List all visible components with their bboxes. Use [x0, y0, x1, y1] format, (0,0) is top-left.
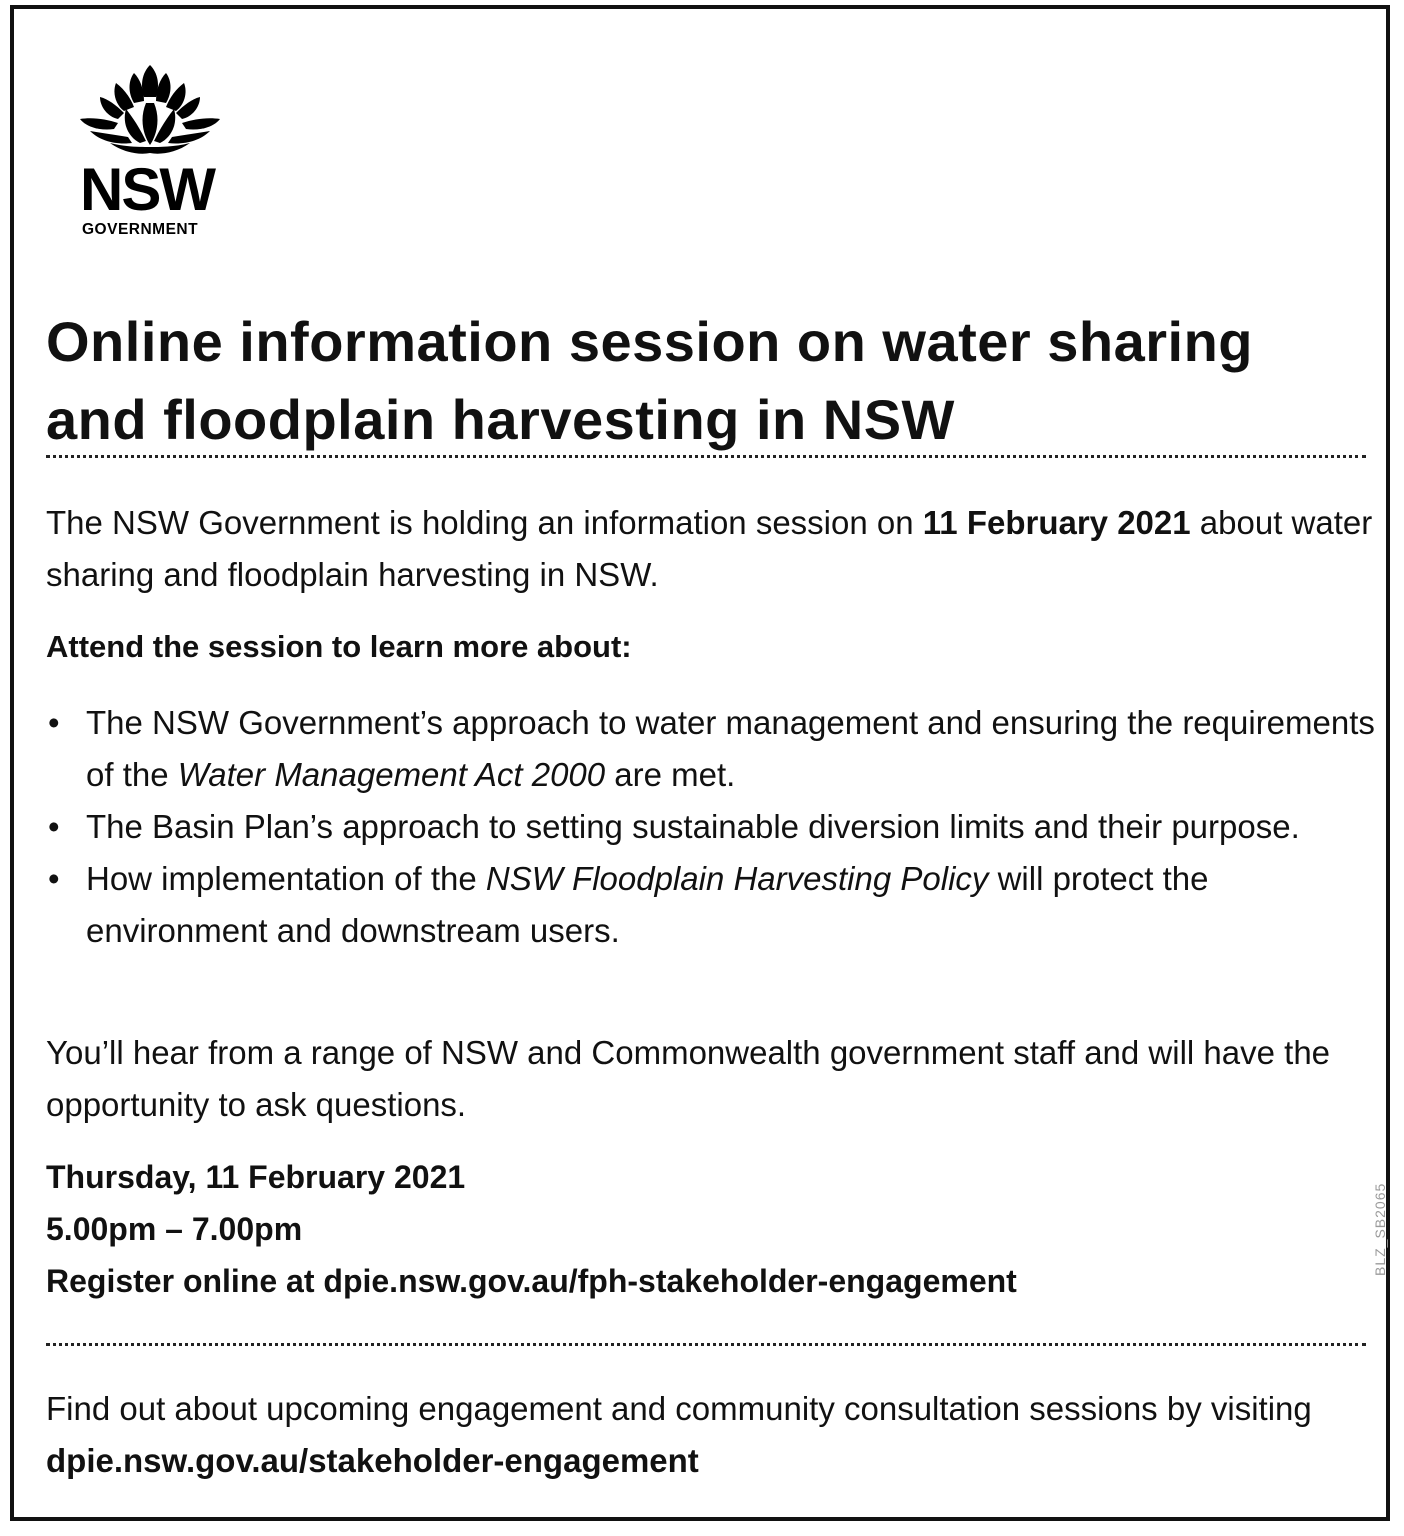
bullet-emphasis: NSW Floodplain Harvesting Policy — [485, 860, 989, 897]
intro-text-before: The NSW Government is holding an information session on — [46, 504, 923, 541]
list-item — [46, 853, 1376, 957]
headline: Online information session on water sharing and floodplain harvesting in NSW — [46, 310, 1254, 451]
footer-text: Find out about upcoming engagement and community consultation sessions by visiting — [46, 1390, 1312, 1427]
waratah-flower-icon — [70, 63, 230, 159]
dotted-divider-bottom — [46, 1343, 1366, 1346]
learn-heading: Attend the session to learn more about: — [46, 629, 632, 664]
advertisement-frame — [10, 5, 1390, 1521]
bullet-text: How implementation of the — [86, 860, 486, 897]
nsw-government-logo — [70, 63, 240, 243]
footer-link[interactable]: dpie.nsw.gov.au/stakeholder-engagement — [46, 1442, 699, 1479]
footer-paragraph — [46, 1383, 1376, 1487]
learn-list — [46, 697, 1376, 957]
event-details — [46, 1151, 1017, 1307]
bullet-text: The Basin Plan’s approach to setting sustainable diversion limits and their purpose. — [86, 808, 1300, 845]
dotted-divider-top — [46, 455, 1366, 458]
logo-subtitle: GOVERNMENT — [82, 221, 199, 238]
list-item — [46, 801, 1376, 853]
hear-from-paragraph: You’ll hear from a range of NSW and Commonwealth government staff and will have the opportunity to ask questions. — [46, 1034, 1331, 1123]
list-item — [46, 697, 1376, 801]
bullet-text-end: will protect the environment and downstream users. — [86, 860, 1209, 949]
ad-reference-code: BLZ_SB2065 — [1372, 1182, 1388, 1276]
logo-wordmark: NSW — [80, 156, 214, 223]
event-time: 5.00pm – 7.00pm — [46, 1211, 303, 1247]
event-date: Thursday, 11 February 2021 — [46, 1159, 466, 1195]
intro-date: 11 February 2021 — [922, 504, 1191, 541]
bullet-emphasis: Water Management Act 2000 — [177, 756, 606, 793]
bullet-text: The NSW Government’s approach to water management and ensuring the requirements of the — [86, 704, 1375, 793]
intro-paragraph — [46, 497, 1376, 601]
bullet-text-end: are met. — [605, 756, 736, 793]
intro-text-after: about water sharing and floodplain harvesting in NSW. — [46, 504, 1373, 593]
register-link[interactable]: Register online at dpie.nsw.gov.au/fph-stakeholder-engagement — [46, 1263, 1017, 1299]
